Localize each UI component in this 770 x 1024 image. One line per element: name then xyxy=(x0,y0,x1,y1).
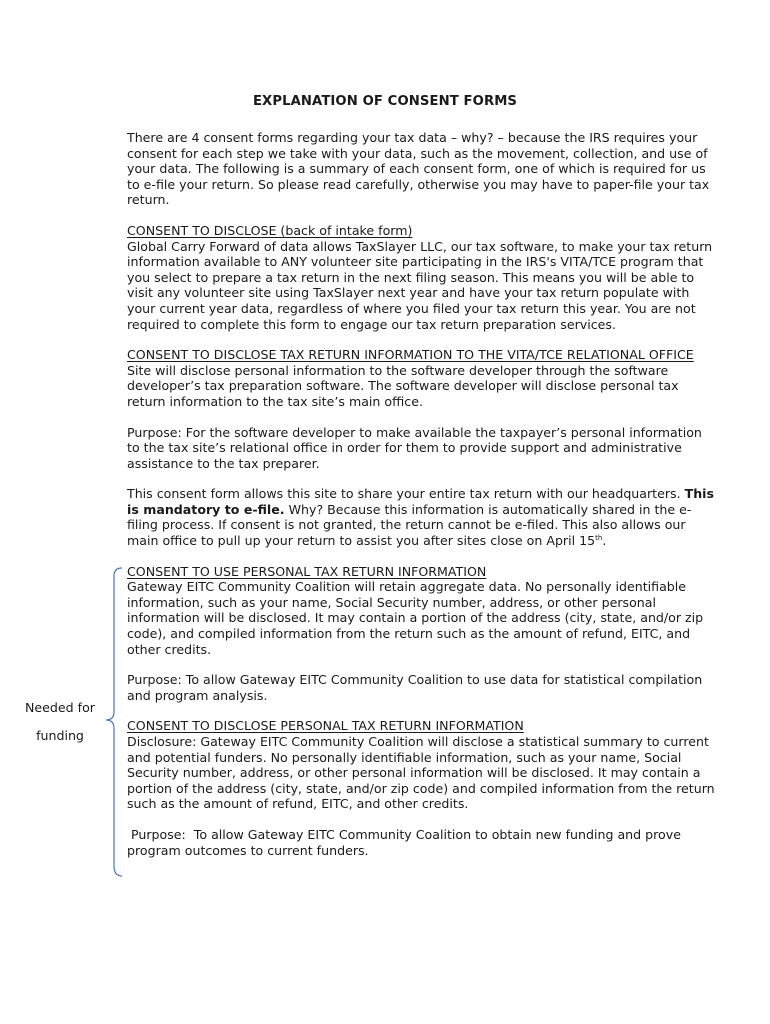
side-label-line1: Needed for xyxy=(25,700,95,715)
note-text: This consent form allows this site to share your entire tax return with our headquarters. xyxy=(127,486,685,502)
use-purpose: Purpose: To allow Gateway EITC Community Coalition to use data for statistical compilation and program analysis. xyxy=(127,672,703,703)
section-consent-to-disclose xyxy=(127,223,717,332)
section-relational-office xyxy=(127,347,717,409)
relational-note xyxy=(127,486,717,548)
section-body: Gateway EITC Community Coalition will retain aggregate data. No personally identifiable information, such as your name, Social Security number, address, or other personal information will be disclosed. It may contain a portion of the address (city, state, and/or zip code), and compiled information from the return such as the amount of refund, EITC, and other credits. xyxy=(127,579,704,657)
intro-paragraph: There are 4 consent forms regarding your tax data – why? – because the IRS requires your consent for each step we take with your data, such as the movement, collection, and use of your data. The following is a summary of each consent form, one of which is required for us to e-file your return. So please read carefully, otherwise you may have to paper-file your tax return. xyxy=(127,130,710,208)
personal-purpose: Purpose: To allow Gateway EITC Community Coalition to obtain new funding and prove program outcomes to current funders. xyxy=(127,826,685,858)
section-heading: CONSENT TO DISCLOSE TAX RETURN INFORMATION TO THE VITA/TCE RELATIONAL OFFICE xyxy=(127,347,694,363)
funding-bracket xyxy=(100,564,130,882)
document-body xyxy=(127,130,717,873)
bracket-shape xyxy=(106,568,122,876)
section-body: Disclosure: Gateway EITC Community Coalition will disclose a statistical summary to current and potential funders. No personally identifiable information, such as your name, Social Security number, address, or other personal information will be disclosed. It may contain a portion of the address (city, state, and/or zip code) and compiled information from the return such as the amount of refund, EITC, and other credits. xyxy=(127,734,715,812)
section-body: Global Carry Forward of data allows TaxSlayer LLC, our tax software, to make your tax return information available to ANY volunteer site participating in the IRS's VITA/TCE program that you select to prepare a tax return in the next filing season. This means you will be able to visit any volunteer site using TaxSlayer next year and have your tax return populate with your current year data, regardless of where you filed your tax return this year. You are not required to complete this form to engage our tax return preparation services. xyxy=(127,238,713,332)
section-heading: CONSENT TO DISCLOSE PERSONAL TAX RETURN INFORMATION xyxy=(127,718,524,734)
relational-purpose: Purpose: For the software developer to make available the taxpayer’s personal information to the tax site’s relational office in order for them to provide support and administrative assistance to the tax preparer. xyxy=(127,424,702,471)
section-disclose-personal xyxy=(127,718,717,812)
note-end: . xyxy=(602,533,607,549)
section-heading: CONSENT TO USE PERSONAL TAX RETURN INFORMATION xyxy=(127,563,487,579)
section-heading: CONSENT TO DISCLOSE (back of intake form) xyxy=(127,222,413,238)
section-use-personal xyxy=(127,564,717,658)
section-body: Site will disclose personal information to the software developer through the software developer’s tax preparation software. The software developer will disclose personal tax return information to the tax site’s main office. xyxy=(127,362,679,409)
ordinal-suffix: th xyxy=(595,533,603,542)
note-text: Why? Because this information is automatically shared in the e-filing process. If consent is not granted, the return cannot be e-filed. This also allows our main office to pull up your return to assist you after sites close on April 15 xyxy=(127,501,692,549)
document-title: EXPLANATION OF CONSENT FORMS xyxy=(252,94,518,109)
side-label-line2: funding xyxy=(36,728,84,743)
mandatory-note: This is mandatory to e-file. xyxy=(127,486,714,517)
